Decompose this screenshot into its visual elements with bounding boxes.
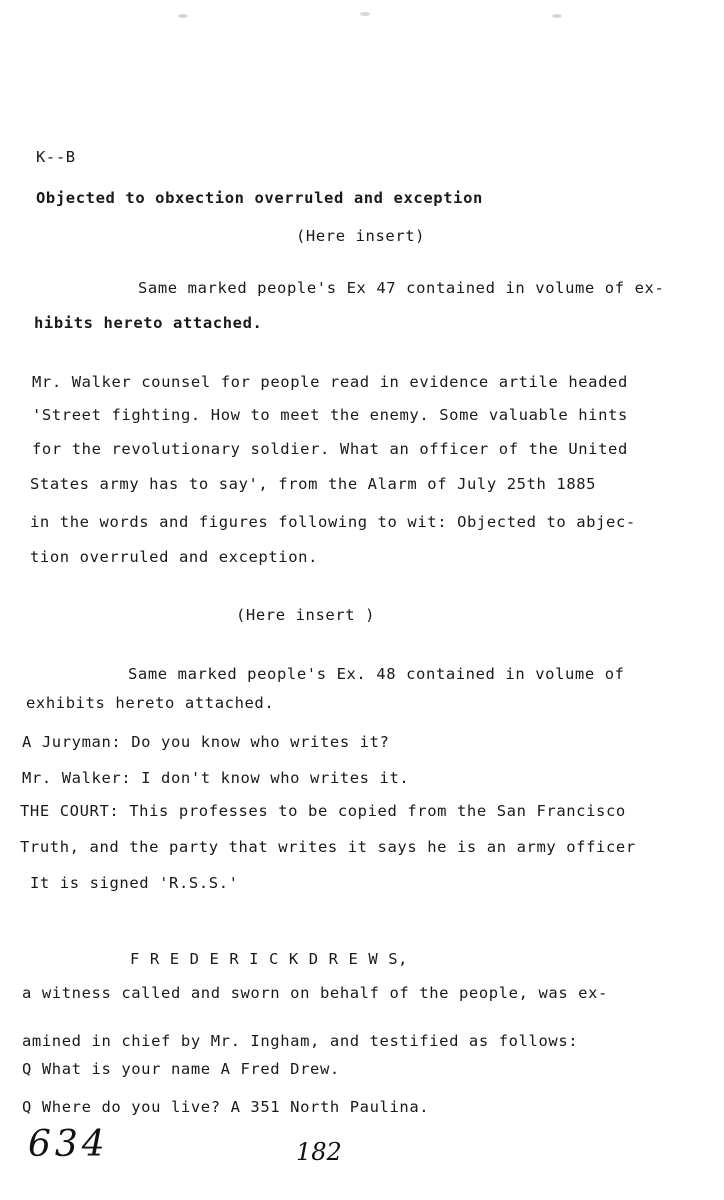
paper-speck [178, 14, 188, 18]
text-line: hibits hereto attached. [34, 314, 263, 332]
text-line: amined in chief by Mr. Ingham, and testified as follows: [22, 1032, 579, 1050]
text-line: in the words and figures following to wit: Objected to abjec- [30, 513, 636, 531]
insert-marker: (Here insert ) [236, 606, 376, 624]
handwritten-page-number: 634 [28, 1124, 109, 1165]
text-line: for the revolutionary soldier. What an officer of the United [32, 440, 628, 458]
text-line: Same marked people's Ex 47 contained in volume of ex- [138, 279, 665, 297]
text-line: THE COURT: This professes to be copied from the San Francisco [20, 802, 626, 820]
testimony-line: Q What is your name A Fred Drew. [22, 1060, 340, 1078]
text-line: States army has to say', from the Alarm of July 25th 1885 [30, 475, 597, 493]
text-line: Mr. Walker counsel for people read in evidence artile headed [32, 373, 628, 391]
text-line: Truth, and the party that writes it says he is an army officer [20, 838, 636, 856]
handwritten-folio-number: 182 [296, 1138, 342, 1166]
section-header: K--B [36, 148, 76, 166]
insert-marker: (Here insert) [296, 227, 426, 245]
testimony-line: Q Where do you live? A 351 North Paulina. [22, 1098, 430, 1116]
witness-name: F R E D E R I C K D R E W S, [130, 950, 409, 968]
text-line: a witness called and sworn on behalf of the people, was ex- [22, 984, 608, 1002]
text-line: It is signed 'R.S.S.' [30, 874, 239, 892]
text-line: Mr. Walker: I don't know who writes it. [22, 769, 410, 787]
paper-speck [360, 12, 370, 16]
text-line: Objected to obxection overruled and exception [36, 189, 483, 207]
text-line: tion overruled and exception. [30, 548, 319, 566]
paper-speck [552, 14, 562, 18]
text-line: A Juryman: Do you know who writes it? [22, 733, 390, 751]
text-line: 'Street fighting. How to meet the enemy. Some valuable hints [32, 406, 628, 424]
text-line: Same marked people's Ex. 48 contained in volume of [128, 665, 625, 683]
text-line: exhibits hereto attached. [26, 694, 275, 712]
